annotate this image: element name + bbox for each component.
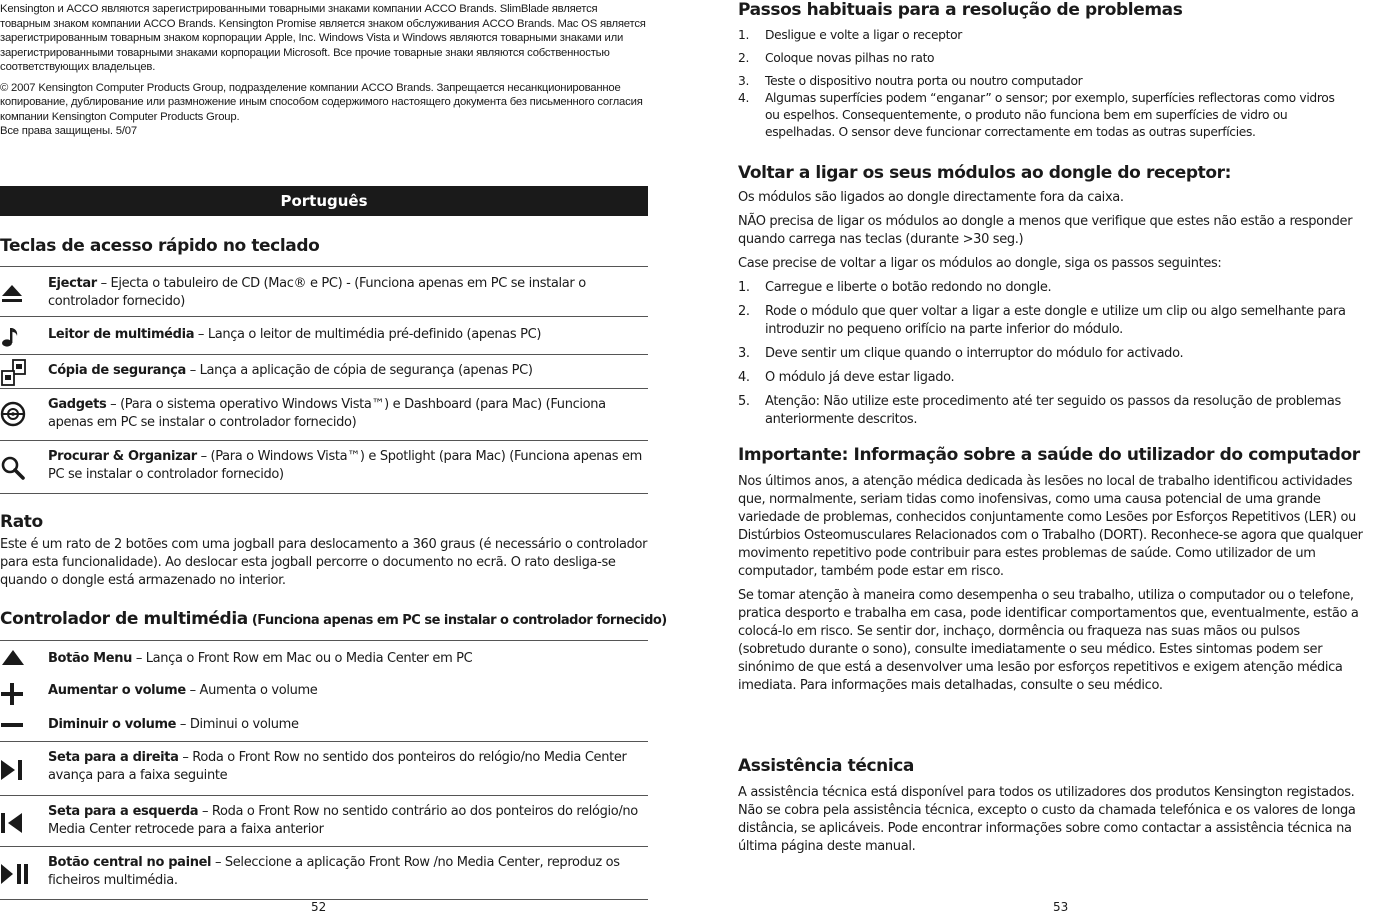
page-number: 53 bbox=[1053, 900, 1069, 914]
media-row-previous bbox=[0, 795, 648, 847]
reconnect-p1: Os módulos são ligados ao dongle directamente fora da caixa. bbox=[738, 190, 1124, 205]
media-key-desc: – Lança o Front Row em Mac ou o Media Center em PC bbox=[132, 651, 473, 666]
list-item: 5. Atenção: Não utilize este procedimento até ter seguido os passos da resolução de problemas anteriormente descritos. bbox=[738, 394, 1341, 427]
list-item: 4. Algumas superfícies podem “enganar” o sensor; por exemplo, superfícies reflectoras como vidros ou espelhos. Consequentemente, o produto não funciona bem em superfícies de vidro ou espelhadas. O sensor deve funcionar correctamente em todas as outras superfícies. bbox=[738, 91, 1335, 139]
media-heading-note: (Funciona apenas em PC se instalar o controlador fornecido) bbox=[247, 613, 667, 628]
list-item: 1. Carregue e liberte o botão redondo no dongle. bbox=[738, 280, 1052, 295]
media-row-menu bbox=[0, 640, 648, 676]
language-banner: Português bbox=[0, 186, 648, 216]
media-row-volume-down bbox=[0, 708, 648, 741]
hotkey-desc: – (Para o Windows Vista™) e Spotlight (para Mac) (Funciona apenas em PC se instalar o controlador fornecido) bbox=[48, 449, 642, 482]
hotkey-desc: – Ejecta o tabuleiro de CD (Mac® e PC) - (Funciona apenas em PC se instalar o controlador fornecido) bbox=[48, 276, 586, 309]
hotkey-row-media-player bbox=[0, 316, 648, 355]
russian-paragraph-3: Все права защищены. 5/07 bbox=[0, 125, 137, 137]
media-heading-title: Controlador de multimédia bbox=[0, 609, 248, 629]
media-key-name: Seta para a direita bbox=[48, 750, 179, 765]
page-number: 52 bbox=[311, 900, 327, 914]
mouse-text: Este é um rato de 2 botões com uma jogball para deslocamento a 360 graus (é necessário o controlador para esta funcionalidade). Ao deslocar esta jogball percorre o documento no ecrã. O rato desliga-se quando o dongle está armazenado no interior. bbox=[0, 537, 648, 588]
media-key-name: Aumentar o volume bbox=[48, 683, 186, 698]
hotkey-row-search bbox=[0, 440, 648, 494]
list-item: 3. Deve sentir um clique quando o interruptor do módulo for activado. bbox=[738, 346, 1184, 361]
media-row-play-pause bbox=[0, 846, 648, 900]
media-row-next bbox=[0, 741, 648, 796]
backup-icon bbox=[0, 358, 30, 388]
media-key-name: Botão central no painel bbox=[48, 855, 212, 870]
play-pause-icon bbox=[0, 863, 30, 885]
hotkey-row-gadgets bbox=[0, 388, 648, 441]
hotkey-name: Gadgets bbox=[48, 397, 107, 412]
media-row-volume-up bbox=[0, 675, 648, 708]
russian-trademark-notice bbox=[0, 2, 648, 139]
hotkey-name: Cópia de segurança bbox=[48, 363, 186, 378]
hotkey-row-backup bbox=[0, 354, 648, 389]
plus-icon bbox=[0, 682, 30, 706]
hotkey-desc: – Lança a aplicação de cópia de segurança (apenas PC) bbox=[185, 363, 533, 378]
support-heading: Assistência técnica bbox=[738, 756, 915, 776]
eject-icon bbox=[0, 283, 30, 305]
hotkey-desc: – (Para o sistema operativo Windows Vista™) e Dashboard (para Mac) (Funciona apenas em PC se instalar o controlador fornecido) bbox=[48, 397, 606, 430]
russian-paragraph-2: © 2007 Kensington Computer Products Group, подразделение компании ACCO Brands. Запрещается несанкционированное копирование, дублирование или размножение иным способом содержимого настоящего документа без письменного согласия компании Kensington Computer Products Group. bbox=[0, 81, 643, 123]
troubleshoot-list bbox=[738, 27, 1348, 141]
hotkey-name: Leitor de multimédia bbox=[48, 327, 195, 342]
hotkey-row-eject bbox=[0, 266, 648, 317]
media-key-desc: – Seleccione a aplicação Front Row /no Media Center, reproduz os ficheiros multimédia. bbox=[48, 855, 620, 888]
list-item: 2. Coloque novas pilhas no rato bbox=[738, 51, 935, 65]
support-body: A assistência técnica está disponível para todos os utilizadores dos produtos Kensington registados. Não se cobra pela assistência técnica, excepto o custo da chamada telefónica e os valores de longa distância, se aplicáveis. Pode encontrar informações sobre como contactar a assistência técnica na última página deste manual. bbox=[738, 785, 1356, 854]
hotkey-name: Ejectar bbox=[48, 276, 97, 291]
hotkey-name: Procurar & Organizar bbox=[48, 449, 197, 464]
health-p2: Se tomar atenção à maneira como desempenha o seu trabalho, utiliza o computador ou o telefone, pratica desporto e trabalha em casa, pode identificar comportamentos que, eventualmente, estão a colocá-lo em risco. Se sentir dor, inchaço, dormência ou fraqueza nas suas mãos ou pulsos (sobretudo durante o sono), consulte imediatamente o seu médico. Estes sintomas podem ser sinónimo de que está a desenvolver uma lesão por esforços repetitivos e exigem atenção médica imediata. Para informações mais detalhadas, consulte o seu médico. bbox=[738, 588, 1359, 693]
divider bbox=[0, 493, 648, 494]
list-item: 4. O módulo já deve estar ligado. bbox=[738, 370, 955, 385]
media-key-desc: – Roda o Front Row no sentido contrário ao dos ponteiros do relógio/no Media Center retrocede para a faixa anterior bbox=[48, 804, 638, 837]
list-item: 1. Desligue e volte a ligar o receptor bbox=[738, 28, 962, 42]
hotkeys-heading: Teclas de acesso rápido no teclado bbox=[0, 236, 320, 256]
gadgets-icon bbox=[0, 401, 30, 427]
media-key-name: Botão Menu bbox=[48, 651, 133, 666]
list-item: 3. Teste o dispositivo noutra porta ou noutro computador bbox=[738, 74, 1083, 88]
search-icon bbox=[0, 455, 30, 481]
media-heading bbox=[0, 609, 667, 629]
mouse-heading: Rato bbox=[0, 512, 43, 532]
media-key-name: Seta para a esquerda bbox=[48, 804, 199, 819]
health-p1: Nos últimos anos, a atenção médica dedicada às lesões no local de trabalho identificou actividades que, normalmente, seriam tidas como inofensivas, como uma causa potencial de uma grande variedade de problemas, conhecidos conjuntamente como Lesões por Esforços Repetitivos (LER) ou Distúrbios Osteomusculares Relacionados com o Trabalho (DORT). Reconhece-se agora que qualquer movimento repetitivo pode contribuir para estes problemas de saúde. Como utilizador de um computador, também pode estar em risco. bbox=[738, 474, 1363, 579]
music-note-icon bbox=[0, 326, 30, 348]
minus-icon bbox=[0, 722, 30, 728]
next-track-icon bbox=[0, 759, 30, 781]
reconnect-list bbox=[738, 279, 1380, 429]
media-key-desc: – Diminui o volume bbox=[176, 717, 299, 732]
previous-track-icon bbox=[0, 812, 30, 834]
health-heading: Importante: Informação sobre a saúde do utilizador do computador bbox=[738, 445, 1360, 465]
health-body bbox=[738, 473, 1380, 695]
troubleshoot-heading: Passos habituais para a resolução de problemas bbox=[738, 0, 1183, 20]
media-key-desc: – Aumenta o volume bbox=[185, 683, 318, 698]
media-key-name: Diminuir o volume bbox=[48, 717, 177, 732]
menu-triangle-icon bbox=[0, 649, 30, 669]
reconnect-body bbox=[738, 189, 1380, 429]
reconnect-heading: Voltar a ligar os seus módulos ao dongle do receptor: bbox=[738, 163, 1232, 183]
hotkey-desc: – Lança o leitor de multimédia pré-definido (apenas PC) bbox=[194, 327, 542, 342]
reconnect-p3: Case precise de voltar a ligar os módulos ao dongle, siga os passos seguintes: bbox=[738, 256, 1222, 271]
russian-paragraph-1: Kensington и ACCO являются зарегистрированными товарными знаками компании ACCO Brands. SlimBlade является товарным знаком компании ACCO Brands. Kensington Promise является знаком обслуживания ACCO Brands. Mac OS является зарегистрированным товарным знаком корпорации Apple, Inc. Windows Vista и Windows являются товарными знаками или зарегистрированными товарными знаками корпорации Microsoft. Все прочие товарные знаки являются собственностью соответствующих владельцев. bbox=[0, 3, 646, 73]
media-key-desc: – Roda o Front Row no sentido dos ponteiros do relógio/no Media Center avança para a faixa seguinte bbox=[48, 750, 627, 783]
list-item: 2. Rode o módulo que quer voltar a ligar a este dongle e utilize um clip ou algo semelhante para introduzir no pequeno orifício na parte inferior do módulo. bbox=[738, 304, 1346, 337]
reconnect-p2: NÃO precisa de ligar os módulos ao dongle a menos que verifique que estes não estão a responder quando carrega nas teclas (durante >30 seg.) bbox=[738, 214, 1353, 247]
